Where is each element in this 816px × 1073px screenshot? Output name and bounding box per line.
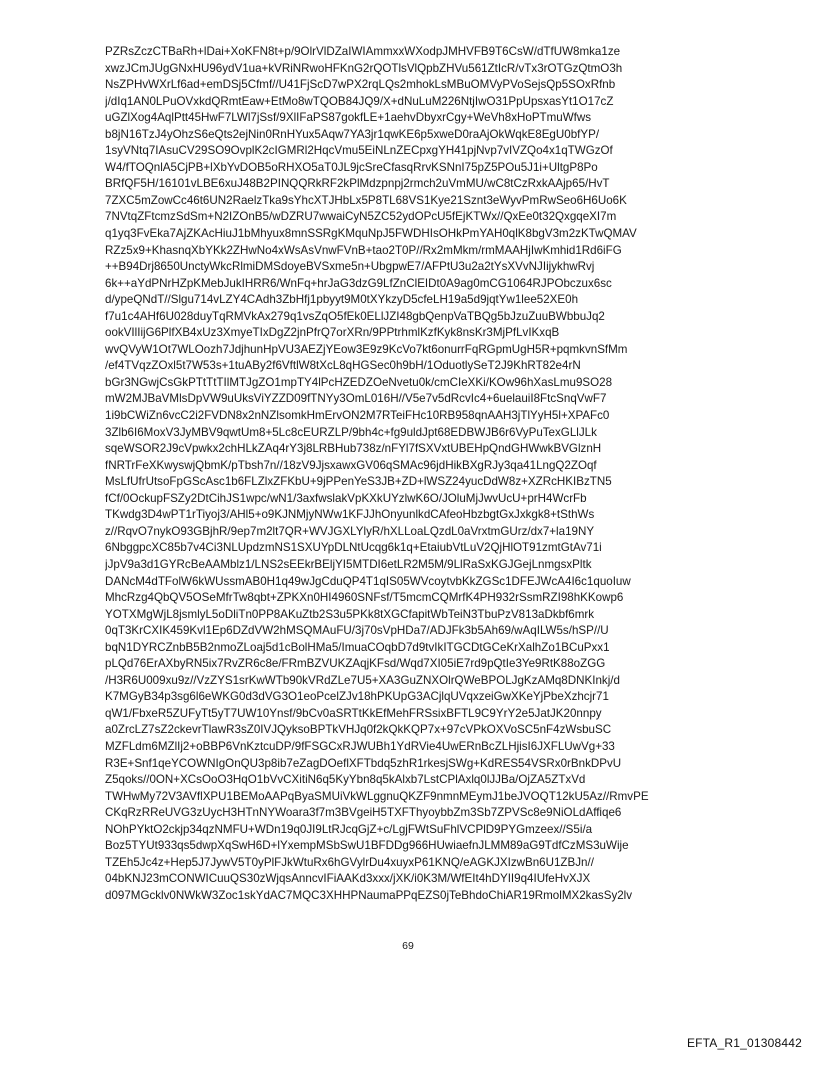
text-line: MsLfUfrUtsoFpGScAsc1b6FLZlxZFKbU+9jPPenYeS3JB+ZD+lWSZ24yucDdW8z+XZRcHKIBzTN5 <box>105 475 612 489</box>
text-line: /H3R6U009xu9z//VzZYS1srKwWTb90kVRdZLe7U5+XA3GuZNXOlrQWeBPOLJgKzAMq8DNKInkj/d <box>105 673 620 687</box>
text-line: PZRsZczCTBaRh+lDai+XoKFN8t+p/9OlrVlDZaIWIAmmxxWXodpJMHVFB9T6CsW/dTfUW8mka1ze <box>105 45 621 58</box>
text-line: Z5qoks//0ON+XCsOoO3HqO1bVvCXitiN6q5KyYbn8q5kAlxb7LstCPlAxlq0lJJBa/OjZA5ZTxVd <box>105 773 586 787</box>
text-line: pLQd76ErAXbyRN5ix7RvZR6c8e/FRmBZVUKZAqjKFsd/Wqd7XI05iE7rd9pQtIe3Ye9RtK88oZGG <box>105 657 606 671</box>
text-line: MhcRzg4QbQV5OSeMfrTw8qbt+ZPKXn0HI4960SNFsf/T5mcmCQMrfK4PH932rSsmRZI98hKKowp6 <box>105 591 624 605</box>
text-line: fCf/0OckupFSZy2DtCihJS1wpc/wN1/3axfwslakVpKXkUYzlwK6O/JOluMjJwvUcU+prH4WcrFb <box>105 491 587 505</box>
text-line: bGr3NGwjCsGkPTtTtTIlMTJgZO1mpTY4lPcHZEDZOeNvetu0k/cmCIeXKi/KOw96hXasLmu9SO28 <box>105 375 613 389</box>
text-line: CKqRzRReUVG3zUycH3HTnNYWoara3f7m3BVgeiH5TXFThyoybbZm3Sb7ZPVSc8e9NiOLdAffiqe6 <box>105 806 622 820</box>
text-line: sqeWSOR2J9cVpwkx2chHLkZAq4rY3j8LRBHub738z/nFYl7fSXVxtUBEHpQndGHWwkBVGlznH <box>105 442 602 456</box>
text-line: fNRTrFeXKwyswjQbmK/pTbsh7n//18zV9JjsxawxGV06qSMAc96jdHikBXgRJy3qa41LngQ2ZOqf <box>105 458 597 472</box>
text-line: qW1/FbxeR5ZUFyTt5yT7UW10Ynsf/9bCv0aSRTtKkEfMehFRSsixBFTL9C9YrY2e5JatJK20nnpy <box>105 706 602 720</box>
text-line: 1syVNtq7IAsuCV29SO9OvplK2cIGMRl2HqcVmu5EiNLnZECpxgYH41pjNvp7vIVZQo4x1qTWGzOf <box>105 144 613 158</box>
text-line: TZEh5Jc4z+Hep5J7JywV5T0yPlFJkWtuRx6hGVylrDu4xuyxP61KNQ/eAGKJXIzwBn6U1ZBJn// <box>105 855 594 869</box>
text-line: 0qT3KrCXIK459Kvl1Ep6DZdVW2hMSQMAuFU/3j70sVpHDa7/ADJFk3b5Ah69/wAqILW5s/hSP//U <box>105 624 609 638</box>
text-line: d/ypeQNdT//Slgu714vLZY4CAdh3ZbHfj1pbyyt9M0tXYkzyD5cfeLH19a5d9jqtYw1lee52XE0h <box>105 293 579 307</box>
text-line: NsZPHvWXrLf6ad+emDSj5Cfmf//U41FjScD7wPX2rqLQs2mhokLsMBuOMVyPVoSejsQp5SOxRfnb <box>105 78 616 92</box>
text-line: K7MGyB34p3sg6l6eWKG0d3dVG3O1eoPcelZJv18hPKUpG3ACjlqUVqxzeiGwXKeYjPbeXzhcjr71 <box>105 690 609 704</box>
text-line: 7NVtqZFtcmzSdSm+N2IZOnB5/wDZRU7wwaiCyN5ZC52ydOPcU5fEjKTWx//QxEe0t32QxgqeXI7m <box>105 210 617 224</box>
text-line: mW2MJBaVMlsDpVW9uUksViYZZD09fTNYy3OmL016H//V5e7v5dRcvIc4+6uelauiI8FtcSnqVwF7 <box>105 392 607 406</box>
text-line: Boz5TYUt933qs5dwpXqSwH6D+lYxempMSbSwU1BFDDg966HUwiaefnJLMM89aG9TdfCzMS3uWije <box>105 839 629 853</box>
text-line: ++B94Drj8650UnctyWkcRlmiDMSdoyeBVSxme5n+UbgpwE7/AFPtU3u2a2tYsXVvNJIijykhwRvj <box>105 260 595 274</box>
text-line: R3E+Snf1qeYCOWNIgOnQU3p8ib7eZagDOeflXFTbdq5zhR1rkesjSWg+KdRES54VSRx0rBnkDPvU <box>105 756 622 770</box>
text-line: q1yq3FvEka7AjZKAcHiuJ1bMhyux8mnSSRgKMquNpJ5FWDHIsOHkPmYAH0qlK8bgV3m2zKTwQMAV <box>105 227 637 241</box>
text-line: 6k++aYdPNrHZpKMebJukIHRR6/WnFq+hrJaG3dzG9LfZnClEIDt0A9ag0mCG1064RJPObczux6sc <box>105 276 612 290</box>
text-line: xwzJCmJUgGNxHU96ydV1ua+kVRiNRwoHFKnG2rQOTlsVlQpbZHVu561ZtIcR/vTx3rOTGzQtmO3h <box>105 61 623 75</box>
page-number: 69 <box>402 940 414 952</box>
text-line: /ef4TVqzZOxl5t7W53s+1tuABy2f6VftlW8tXcL8qHGSec0h9bH/1OduotlySeT2J9KhRT82e4rN <box>105 359 581 373</box>
text-line: b8jN16TzJ4yOhzS6eQts2ejNin0RnHYux5Aqw7YA3jr1qwKE6p5xweD0raAjOkWqkE8EgU0bfYP/ <box>105 127 600 141</box>
text-line: TKwdg3D4wPT1rTiyoj3/AHl5+o9KJNMjyNWw1KFJJhOnyunlkdCAfeoHbzbgtGxJxkgk8+tSthWs <box>105 508 595 522</box>
text-line: YOTXMgWjL8jsmlyL5oDliTn0PP8AKuZtb2S3u5PKk8tXGCfapitWbTeiN3TbuPzV813aDkbf6mrk <box>105 607 595 621</box>
text-line: uGZlXog4AqlPtt45HwF7LWl7jSsf/9XlIFaPS87gokfLE+1aehvDbyxrCgy+WeVh8xHoPTmuWfws <box>105 111 592 125</box>
text-line: NOhPYktO2ckjp34qzNMFU+WDn19q0JI9LtRJcqGjZ+c/LgjFWtSuFhlVCPlD9PYGmzeex//S5i/a <box>105 822 593 836</box>
text-line: DANcM4dTFolW6kWUssmAB0H1q49wJgCduQP4T1qIS05WVcoytvbKkZGSc1DFEJWcA4I6c1quoIuw <box>105 574 631 588</box>
text-line: 6NbggpcXC85b7v4Ci3NLUpdzmNS1SXUYpDLNtUcqg6k1q+EtaiubVtLuV2QjHlOT91zmtGtAv71i <box>105 541 602 555</box>
text-line: j/dIq1AN0LPuOVxkdQRmtEaw+EtMo8wTQOB84JQ9/X+dNuLuM226NtjIwO31PpUpsxasYt1O17cZ <box>105 94 614 108</box>
text-line: bqN1DYRCZnbB5B2nmoZLoaj5d1cBolHMa5/ImuaCOqbD7d9tvIkITGCDtGCeKrXalhZo1BCuPxx1 <box>105 640 610 654</box>
text-line: z//RqvO7nykO93GBjhR/9ep7m2lt7QR+WVJGXLYlyR/hXLLoaLQzdL0aVrxtmGUrz/dx7+la19NY <box>105 524 595 538</box>
text-line: wvQVyW1Ot7WLOozh7JdjhunHpVU3AEZjYEow3E9z9KcVo7kt6onurrFqRGpmUgH5R+pqmkvnSfMm <box>105 342 628 356</box>
text-line: W4/fTOQnlA5CjPB+lXbYvDOB5oRHXO5aT0JL9jcSreCfasqRrvKSNnI75pZ5POu5J1i+UltgP8Po <box>105 160 598 174</box>
text-line: jJpV9a3d1GYRcBeAAMblz1/LNS2sEEkrBEljYI5MTDI6etLR2M5M/9LlRaSxKGJGejLnmgsxPltk <box>105 557 592 571</box>
text-line: ookVIlIijG6PlfXB4xUz3XmyeTIxDgZ2jnPfrQ7orXRn/9PPtrhmlKzfKyk8nsKr3MjPfLvIKxqB <box>105 326 560 340</box>
encoded-text-block <box>105 44 725 904</box>
text-line: BRfQF5H/16101vLBE6xuJ48B2PINQQRkRF2kPlMdzpnpj2rmch2uVmMU/wC8tCzRxkAAjp65/HvT <box>105 177 610 191</box>
text-line: TWHwMy72V3AVflXPU1BEMoAAPqByaSMUiVkWLggnuQKZF9nmnMEymJ1beJVOQT12kU5Az//RmvPE <box>105 789 649 803</box>
text-line: RZz5x9+KhasnqXbYKk2ZHwNo4xWsAsVnwFVnB+tao2T0P//Rx2mMkm/rmMAAHjIwKmhid1Rd6iFG <box>105 243 622 257</box>
text-line: a0ZrcLZ7sZ2ckevrTlawR3sZ0IVJQyksoBPTkVHJq0f2kQkKQP7x+97cVPkOXVoSC5nF4zWsbuSC <box>105 723 612 737</box>
text-line: 1i9bCWiZn6vcC2i2FVDN8x2nNZlsomkHmErvON2M7RTeiFHc10RB958qnAAH3jTlYyH5l+XPAFc0 <box>105 409 610 423</box>
text-line: 3Zlb6I6MoxV3JyMBV9qwtUm8+5Lc8cEURZLP/9bh4c+fg9uldJpt68EDBWJB6r6VyPuTexGLlJLk <box>105 425 597 439</box>
text-line: 04bKNJ23mCONWICuuQS30zWjqsAnncvIFiAAKd3xxx/jXK/i0K3M/WfEIt4hDYII9q4IUfeHvXJX <box>105 872 591 886</box>
text-line: 7ZXC5mZowCc46t6UN2RaelzTka9sYhcXTJHbLx5P8TL68VS1Kye21Sznt3eWyvPmRwSeo6H6Uo6K <box>105 193 627 207</box>
text-line: f7u1c4AHf6U028duyTqRMVkAx279q1vsZqO5fEk0ELlJZI48gbQenpVaTBQg5bJzuZuuBWbbuJq2 <box>105 309 605 323</box>
text-line: MZFLdm6MZlIj2+oBBP6VnKztcuDP/9fFSGCxRJWUBh1YdRVie4UwERnBcZLHjisI6JXFLUwVg+33 <box>105 739 615 753</box>
document-id: EFTA_R1_01308442 <box>686 1036 802 1050</box>
text-line: d097MGcklv0NWkW3Zoc1skYdAC7MQC3XHHPNaumaPPqEZS0jTeBhdoChiAR19RmolMX2kasSy2lv <box>105 888 633 902</box>
